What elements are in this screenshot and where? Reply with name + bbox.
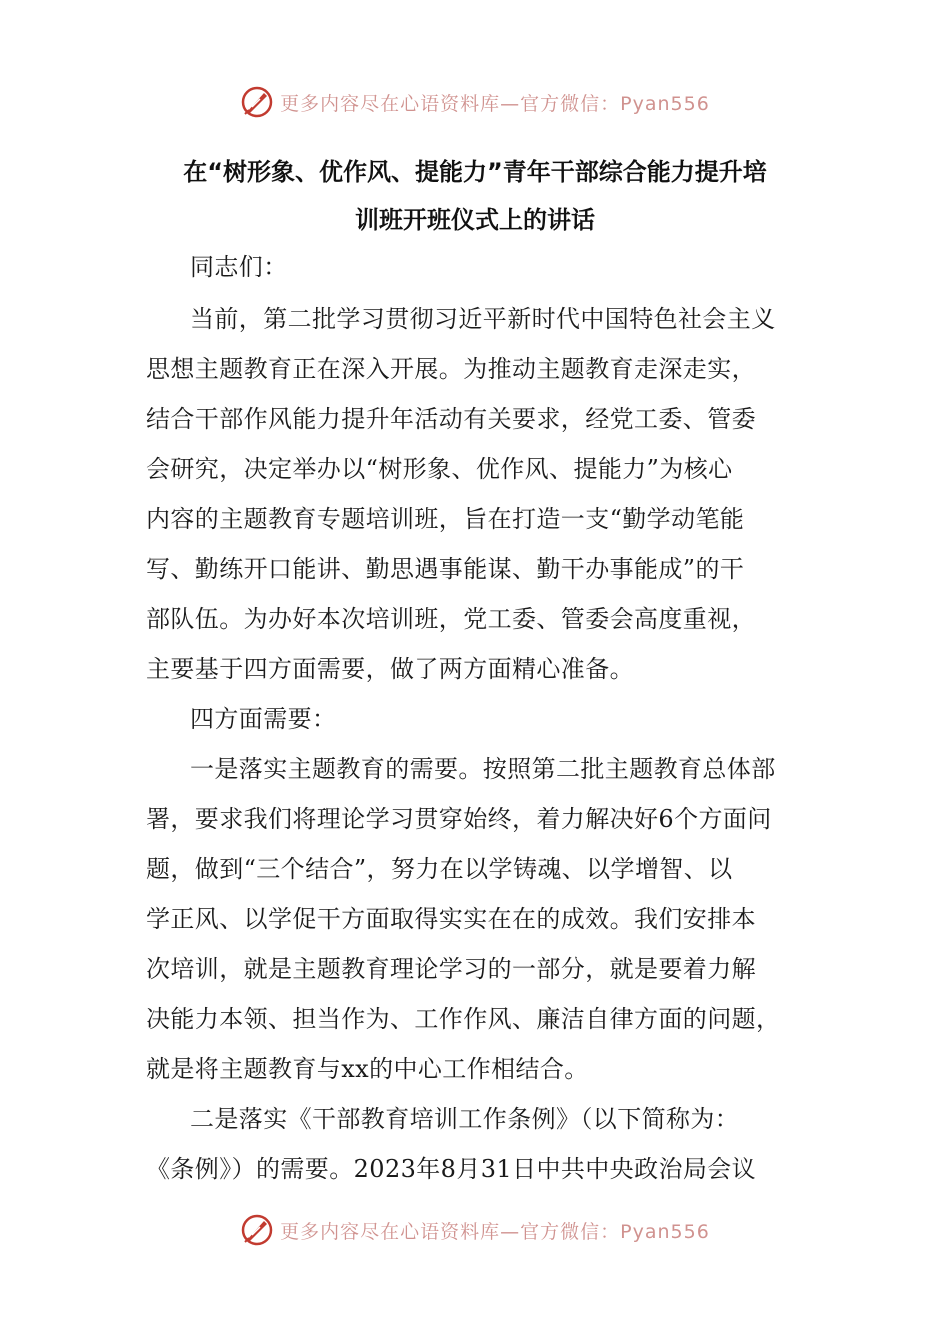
body-line: 学正风、以学促干方面取得实实在在的成效。我们安排本 (146, 905, 756, 933)
quill-pen-logo-icon (240, 1213, 274, 1247)
body-line: 决能力本领、担当作为、工作作风、廉洁自律方面的问题， (146, 1005, 781, 1033)
body-line: 结合干部作风能力提升年活动有关要求，经党工委、管委 (146, 405, 756, 433)
body-line: 写、勤练开口能讲、勤思遇事能谋、勤干办事能成”的干 (146, 555, 745, 583)
body-line: 当前，第二批学习贯彻习近平新时代中国特色社会主义 (190, 305, 776, 333)
watermark-text: 更多内容尽在心语资料库—官方微信：Pyan556 (280, 92, 710, 115)
section-heading: 四方面需要： (190, 705, 337, 733)
watermark-text: 更多内容尽在心语资料库—官方微信：Pyan556 (280, 1220, 710, 1243)
watermark-banner-top (0, 82, 950, 122)
body-line: 一是落实主题教育的需要。按照第二批主题教育总体部 (190, 755, 776, 783)
body-line: 就是将主题教育与xx的中心工作相结合。 (146, 1055, 589, 1083)
body-line: 题，做到“三个结合”，努力在以学铸魂、以学增智、以 (146, 855, 733, 883)
body-line: 主要基于四方面需要，做了两方面精心准备。 (146, 655, 634, 683)
body-line: 思想主题教育正在深入开展。为推动主题教育走深走实， (146, 355, 756, 383)
document-title-line-2: 训班开班仪式上的讲话 (355, 206, 595, 234)
document-title-line-1: 在“树形象、优作风、提能力”青年干部综合能力提升培 (183, 158, 767, 186)
body-line: 次培训，就是主题教育理论学习的一部分，就是要着力解 (146, 955, 756, 983)
body-line: 内容的主题教育专题培训班，旨在打造一支“勤学动笔能 (146, 505, 745, 533)
body-line: 署，要求我们将理论学习贯穿始终，着力解决好6个方面问 (146, 805, 772, 833)
quill-pen-logo-icon (240, 85, 274, 119)
body-line: 部队伍。为办好本次培训班，党工委、管委会高度重视， (146, 605, 756, 633)
body-line: 会研究，决定举办以“树形象、优作风、提能力”为核心 (146, 455, 733, 483)
watermark-banner-bottom (0, 1210, 950, 1250)
salutation-line: 同志们： (190, 253, 288, 281)
body-line: 二是落实《干部教育培训工作条例》（以下简称为： (190, 1105, 740, 1133)
body-line: 《条例》）的需要。2023年8月31日中共中央政治局会议 (146, 1155, 757, 1183)
